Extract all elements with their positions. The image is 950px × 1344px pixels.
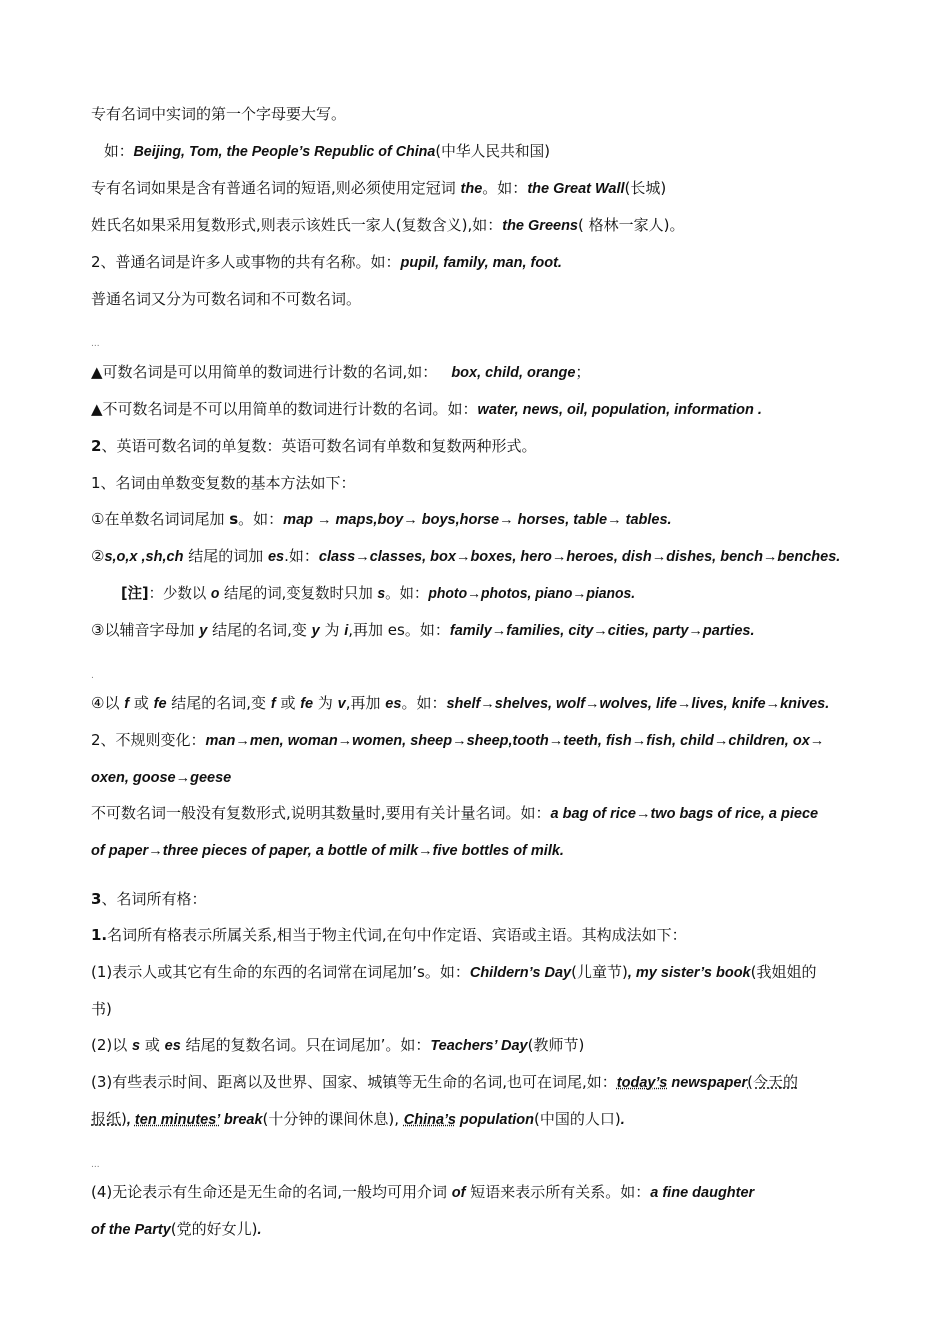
text: 或: [140, 1036, 165, 1054]
heading-singular-plural: [91, 435, 866, 457]
english-example: ,: [126, 1112, 135, 1128]
text: s: [229, 510, 239, 528]
text: (儿童节): [571, 963, 628, 981]
english-example: s: [377, 586, 386, 602]
text: 1.: [91, 926, 108, 944]
english-example: .: [257, 1222, 262, 1238]
text: (2)以: [91, 1036, 133, 1054]
paragraph-basic-rules: [91, 472, 866, 494]
paragraph-common-noun: [91, 251, 866, 274]
rule-irregular: [91, 729, 866, 752]
rule-possessive-1-cont: [91, 998, 866, 1020]
english-example: Teachers’ Day: [430, 1038, 528, 1054]
rule-possessive-4: [91, 1181, 866, 1204]
rule-possessive-1: [91, 961, 866, 984]
english-example: es: [385, 696, 402, 712]
text: 1、名词由单数变复数的基本方法如下：: [91, 474, 356, 492]
text: 结尾的复数名词。只在词尾加’。如：: [180, 1036, 431, 1054]
text: ▲可数名词是可以用简单的数词进行计数的名词,如：: [91, 363, 438, 381]
english-example: s,o,x ,sh,ch: [104, 549, 184, 565]
text: 或: [275, 694, 301, 712]
english-example: s: [132, 1038, 141, 1054]
text: ,再加: [345, 694, 386, 712]
text: (4)无论表示有生命还是无生命的名词,一般均可用介词: [91, 1183, 452, 1201]
english-example: fe: [153, 696, 167, 712]
text: ②: [91, 547, 105, 565]
english-example: of: [451, 1185, 466, 1201]
text: (党的好女儿): [170, 1220, 258, 1238]
rule-possessive-3: [91, 1071, 866, 1094]
text: 2、不规则变化：: [91, 731, 206, 749]
text: [注]: [121, 584, 149, 602]
rule-possessive-4-cont: [91, 1218, 866, 1241]
paragraph-uncountable-definition: [91, 398, 866, 421]
rule-possessive-2: [91, 1034, 866, 1057]
text: (今天的: [747, 1073, 798, 1091]
text: 名词所有格表示所属关系,相当于物主代词,在句中作定语、宾语或主语。其构成法如下：: [107, 926, 687, 944]
ellipsis-marker: ...: [91, 1160, 100, 1170]
english-example: box, child, orange: [451, 365, 576, 381]
rule-add-es: [91, 545, 866, 568]
heading-possessive: [91, 888, 866, 910]
text: (1)表示人或其它有生命的东西的名词常在词尾加’s。如：: [91, 963, 470, 981]
text: 如：: [104, 142, 134, 160]
english-example: shelf→shelves, wolf→wolves, life→lives, knife→knives.: [446, 696, 830, 712]
english-example: , my sister’s book: [627, 965, 751, 981]
text: 2: [91, 437, 102, 455]
ellipsis-marker: .: [91, 671, 94, 681]
english-example: o: [210, 586, 220, 602]
text: ( 格林一家人)。: [578, 216, 685, 234]
text: 。如：: [401, 694, 447, 712]
text: 。如：: [385, 584, 429, 602]
english-example: break: [219, 1112, 263, 1128]
text: 2、普通名词是许多人或事物的共有名称。如：: [91, 253, 401, 271]
text: (我姐姐的: [750, 963, 817, 981]
english-example: China’s: [403, 1112, 456, 1128]
text: (长城): [624, 179, 667, 197]
text: 专有名词如果是含有普通名词的短语,则必须使用定冠词: [91, 179, 461, 197]
text: 姓氏名如果采用复数形式,则表示该姓氏一家人(复数含义),如：: [91, 216, 503, 234]
text: (中华人民共和国): [435, 142, 551, 160]
text: 短语来表示所有关系。如：: [465, 1183, 651, 1201]
english-example: today’s: [616, 1075, 668, 1091]
english-example: .: [620, 1112, 625, 1128]
paragraph-measure-words-cont: [91, 839, 866, 862]
english-example: map → maps,boy→ boys,horse→ horses, table→ tables.: [283, 512, 672, 528]
english-example: es: [267, 549, 285, 565]
text: .如：: [284, 547, 319, 565]
text: 结尾的名词,变: [207, 621, 312, 639]
rule-possessive-3-cont: [91, 1108, 866, 1131]
paragraph-definite-article: [91, 177, 866, 200]
text: 报纸): [91, 1110, 127, 1128]
text: ④以: [91, 694, 125, 712]
text: 结尾的名词,变: [166, 694, 271, 712]
text: ：少数以: [148, 584, 211, 602]
english-example: y: [199, 623, 208, 639]
ellipsis-marker: ...: [91, 339, 100, 349]
english-example: f: [270, 696, 276, 712]
english-example: the Greens: [502, 218, 578, 234]
english-example: photo→photos, piano→pianos.: [428, 586, 636, 602]
rule-add-s: [91, 508, 866, 531]
paragraph-proper-noun-capital: [91, 103, 866, 125]
english-example: of paper→three pieces of paper, a bottle of milk→five bottles of milk.: [91, 843, 564, 859]
paragraph-countable-definition: [91, 361, 866, 384]
paragraph-countable-uncountable: [91, 288, 866, 310]
text: 。如：: [238, 510, 284, 528]
text: ,再加 es。如：: [348, 621, 450, 639]
english-example: Beijing, Tom, the People’s Republic of China: [133, 144, 436, 160]
text: 3: [91, 890, 102, 908]
rule-f-to-v: [91, 692, 866, 715]
text: ▲不可数名词是不可以用简单的数词进行计数的名词。如：: [91, 400, 478, 418]
english-example: family→families, city→cities, party→parties.: [449, 623, 755, 639]
text: 、名词所有格：: [101, 890, 207, 908]
english-example: the: [460, 181, 483, 197]
rule-y-to-i: [91, 619, 866, 642]
text: 或: [129, 694, 154, 712]
paragraph-proper-noun-example: [104, 140, 866, 163]
english-example: water, news, oil, population, information .: [477, 402, 762, 418]
text: (教师节): [527, 1036, 585, 1054]
english-example: ten minutes’: [134, 1112, 220, 1128]
text: (中国的人口): [534, 1110, 621, 1128]
paragraph-measure-words: [91, 802, 866, 825]
text: (十分钟的课间休息),: [262, 1110, 404, 1128]
rule-irregular-cont: [91, 766, 866, 789]
english-example: population: [455, 1112, 535, 1128]
paragraph-surname-plural: [91, 214, 866, 237]
english-example: y: [311, 623, 320, 639]
text: 为: [313, 694, 338, 712]
text: ①在单数名词词尾加: [91, 510, 230, 528]
english-example: fe: [300, 696, 314, 712]
text: 普通名词又分为可数名词和不可数名词。: [91, 290, 362, 308]
english-example: v: [337, 696, 346, 712]
text: 。如：: [482, 179, 528, 197]
english-example: the Great Wall: [527, 181, 625, 197]
text: 为: [319, 621, 345, 639]
english-example: i: [344, 623, 349, 639]
text: 、英语可数名词的单复数：英语可数名词有单数和复数两种形式。: [101, 437, 537, 455]
text: 结尾的词加: [183, 547, 268, 565]
english-example: f: [124, 696, 130, 712]
paragraph-possessive-definition: [91, 924, 866, 946]
english-example: class→classes, box→boxes, hero→heroes, dish→dishes, bench→benches.: [318, 549, 841, 565]
text: ③以辅音字母加: [91, 621, 200, 639]
note-o-ending: [121, 582, 866, 605]
text: (3)有些表示时间、距离以及世界、国家、城镇等无生命的名词,也可在词尾,如：: [91, 1073, 617, 1091]
english-example: man→men, woman→women, sheep→sheep,tooth→teeth, fish→fish, child→children, ox→: [205, 733, 825, 749]
text: 结尾的词,变复数时只加: [219, 584, 378, 602]
english-example: newspaper: [667, 1075, 748, 1091]
text: 专有名词中实词的第一个字母要大写。: [91, 105, 347, 123]
text: ；: [575, 363, 591, 381]
english-example: of the Party: [91, 1222, 171, 1238]
english-example: oxen, goose→geese: [91, 770, 232, 786]
english-example: es: [164, 1038, 181, 1054]
text: 不可数名词一般没有复数形式,说明其数量时,要用有关计量名词。如：: [91, 804, 551, 822]
english-example: a fine daughter: [650, 1185, 755, 1201]
text: 书): [91, 1000, 112, 1018]
english-example: a bag of rice→two bags of rice, a piece: [550, 806, 819, 822]
english-example: pupil, family, man, foot.: [400, 255, 562, 271]
english-example: Childern’s Day: [469, 965, 572, 981]
